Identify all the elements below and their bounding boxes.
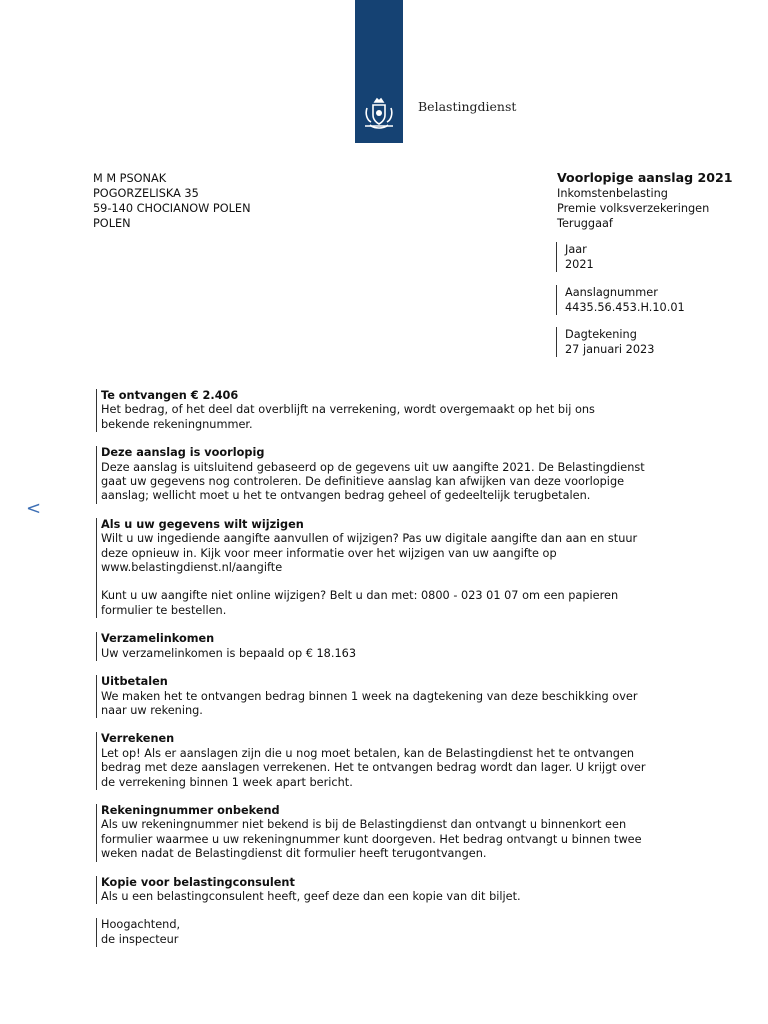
letter-body — [96, 389, 676, 947]
meta-label: Aanslagnummer — [565, 286, 658, 299]
meta-assessment-number — [556, 285, 685, 315]
meta-label: Jaar — [565, 243, 587, 256]
meta-value: 4435.56.453.H.10.01 — [565, 301, 685, 314]
section-heading: Rekeningnummer onbekend — [101, 803, 280, 817]
section-text: Als uw rekeningnummer niet bekend is bij de Belastingdienst dan ontvangt u binnenkort een formulier waarmee u uw rekeningnummer kunt doorgeven. Het bedrag ontvangt u binnen twee weken nadat de Belastingdienst dit formulier heeft terugontvangen. — [101, 818, 642, 861]
recipient-address — [93, 171, 251, 231]
section-text: Let op! Als er aanslagen zijn die u nog moet betalen, kan de Belastingdienst het te ontvangen bedrag met deze aanslagen verrekenen. Het te ontvangen bedrag wordt dan lager. U krijgt over de verrekening binnen 1 week apart bericht. — [101, 746, 646, 789]
meta-date — [556, 327, 654, 357]
address-line: 59-140 CHOCIANOW POLEN — [93, 202, 251, 215]
closing-line: Hoogachtend, — [101, 918, 181, 932]
section-offsetting — [96, 732, 676, 790]
document-subtitle: Teruggaaf — [557, 217, 613, 230]
section-aggregate-income — [96, 632, 676, 661]
address-line: POGORZELISKA 35 — [93, 187, 199, 200]
section-text: We maken het te ontvangen bedrag binnen 1 week na dagtekening van deze beschikking over naar uw rekening. — [101, 689, 638, 717]
section-provisional — [96, 446, 676, 504]
section-consultant-copy — [96, 876, 676, 905]
section-text: Als u een belastingconsulent heeft, geef deze dan een kopie van dit biljet. — [101, 889, 521, 903]
section-payout — [96, 675, 676, 718]
chevron-left-icon[interactable]: < — [26, 498, 42, 519]
meta-year — [556, 242, 594, 272]
meta-value: 27 januari 2023 — [565, 343, 655, 356]
closing-line: de inspecteur — [101, 932, 179, 946]
section-text: Deze aanslag is uitsluitend gebaseerd op de gegevens uit uw aangifte 2021. De Belastingdienst gaat uw gegevens nog controleren. De definitieve aanslag kan afwijken van deze voorlopige aanslag; wellicht moet u het te ontvangen bedrag geheel of gedeeltelijk terugbetalen. — [101, 460, 645, 503]
logo-bar — [355, 0, 403, 143]
document-title: Voorlopige aanslag 2021 — [557, 170, 733, 185]
meta-value: 2021 — [565, 258, 594, 271]
section-refund — [96, 389, 676, 432]
section-text: Kunt u uw aangifte niet online wijzigen? Belt u dan met: 0800 - 023 01 07 om een papieren formulier te bestellen. — [101, 589, 619, 617]
royal-crest-icon — [361, 96, 397, 132]
section-heading: Verrekenen — [101, 732, 175, 746]
section-text: Het bedrag, of het deel dat overblijft na verrekening, wordt overgemaakt op het bij ons bekende rekeningnummer. — [101, 403, 595, 431]
brand-name: Belastingdienst — [418, 99, 517, 114]
section-heading: Deze aanslag is voorlopig — [101, 446, 265, 460]
meta-label: Dagtekening — [565, 328, 637, 341]
section-text: Wilt u uw ingediende aangifte aanvullen of wijzigen? Pas uw digitale aangifte dan aan en stuur deze opnieuw in. Kijk voor meer informatie over het wijzigen van uw aangifte op www.belastingdienst.nl/aangifte — [101, 532, 638, 575]
section-heading: Kopie voor belastingconsulent — [101, 875, 295, 889]
document-subtitle: Inkomstenbelasting — [557, 187, 668, 200]
section-heading: Verzamelinkomen — [101, 632, 215, 646]
section-unknown-account — [96, 804, 676, 862]
section-heading: Als u uw gegevens wilt wijzigen — [101, 517, 304, 531]
address-line: POLEN — [93, 217, 131, 230]
document-subtitle: Premie volksverzekeringen — [557, 202, 710, 215]
section-heading: Te ontvangen € 2.406 — [101, 389, 239, 402]
section-change-details — [96, 518, 676, 618]
closing — [96, 918, 676, 947]
address-line: M M PSONAK — [93, 172, 167, 185]
section-heading: Uitbetalen — [101, 675, 168, 689]
section-text: Uw verzamelinkomen is bepaald op € 18.163 — [101, 646, 357, 660]
document-header — [557, 169, 733, 231]
